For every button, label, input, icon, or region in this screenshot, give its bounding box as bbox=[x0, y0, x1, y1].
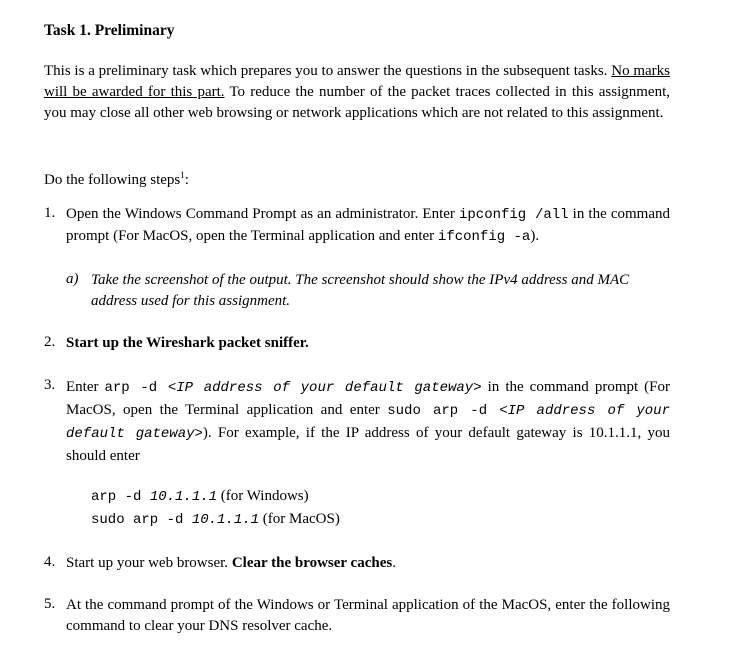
intro-text-b: To reduce the number of the packet traces collected in this assignment, you may close all other web browsing or network applications which are not related to this assignment. bbox=[44, 84, 670, 121]
clear-caches-instruction: Clear the browser caches bbox=[231, 555, 393, 571]
sudo-arp-command: sudo arp -d bbox=[387, 403, 500, 419]
intro-text-a: This is a preliminary task which prepares you to answer the questions in the subsequent tasks. bbox=[44, 63, 612, 79]
step-4-text-a: Start up your web browser. bbox=[66, 555, 232, 571]
step-3-text bbox=[66, 376, 670, 467]
example-macos-note: (for MacOS) bbox=[259, 511, 340, 527]
example-macos-cmd: sudo arp -d bbox=[91, 512, 192, 528]
example-macos-command bbox=[91, 509, 340, 531]
example-windows-note: (for Windows) bbox=[217, 488, 309, 504]
step-3-number: 3. bbox=[44, 377, 56, 393]
step-1a-letter: a) bbox=[66, 271, 79, 287]
step-1-text bbox=[66, 204, 670, 248]
task-heading: Task 1. Preliminary bbox=[44, 22, 175, 39]
step-2-number: 2. bbox=[44, 334, 56, 350]
arp-command: arp -d bbox=[104, 380, 168, 396]
step-1a-text: Take the screenshot of the output. The screenshot should show the IPv4 address and MAC address used for this assignment. bbox=[91, 272, 630, 309]
example-windows-command bbox=[91, 486, 309, 508]
example-macos-ip: 10.1.1.1 bbox=[191, 512, 260, 528]
ipconfig-command: ipconfig /all bbox=[459, 207, 569, 223]
intro-paragraph bbox=[44, 61, 670, 124]
no-marks-note: No marks will be awarded for this part. bbox=[44, 63, 670, 100]
step-1-text-a: Open the Windows Command Prompt as an administrator. Enter bbox=[66, 206, 459, 222]
step-3-text-b: in the command prompt (For MacOS, open the Terminal application and enter bbox=[66, 379, 671, 418]
step-4-number: 4. bbox=[44, 554, 56, 570]
step-2-text: Start up the Wireshark packet sniffer. bbox=[66, 335, 309, 351]
step-1-text-c: ). bbox=[530, 228, 540, 244]
steps-intro-colon: : bbox=[184, 172, 189, 188]
step-5-number: 5. bbox=[44, 596, 56, 612]
gateway-placeholder-2: <IP address of your default gateway> bbox=[66, 403, 670, 442]
steps-intro-text: Do the following steps bbox=[44, 172, 181, 188]
step-3-text-c: ). For example, if the IP address of your default gateway is 10.1.1.1, you should enter bbox=[66, 425, 671, 464]
example-windows-cmd: arp -d bbox=[91, 489, 150, 505]
steps-intro bbox=[44, 165, 670, 191]
gateway-placeholder-1: <IP address of your default gateway> bbox=[167, 380, 482, 396]
step-3-text-a: Enter bbox=[66, 379, 105, 395]
ifconfig-command: ifconfig -a bbox=[437, 229, 531, 245]
step-4-text-b: . bbox=[392, 555, 396, 571]
step-1-text-b: in the command prompt (For MacOS, open the Terminal application and enter bbox=[66, 206, 670, 244]
step-4-text bbox=[66, 553, 670, 574]
footnote-marker: 1 bbox=[180, 170, 185, 180]
step-1-number: 1. bbox=[44, 205, 56, 221]
step-5-text: At the command prompt of the Windows or Terminal application of the MacOS, enter the following command to clear your DNS resolver cache. bbox=[66, 597, 670, 634]
example-windows-ip: 10.1.1.1 bbox=[149, 489, 218, 505]
